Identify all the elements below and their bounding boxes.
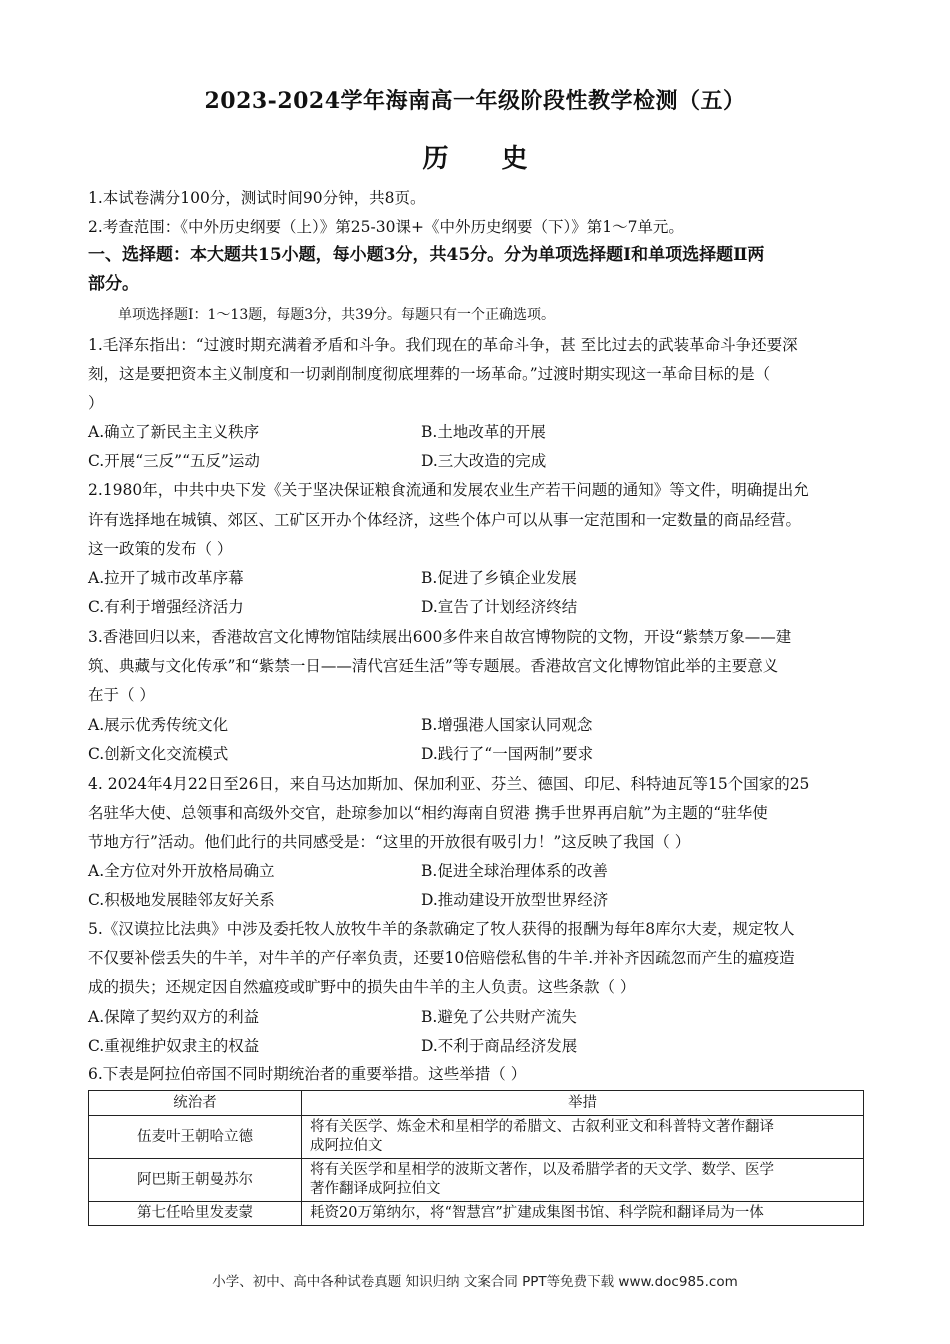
option-c: C.积极地发展睦邻友好关系	[88, 891, 275, 909]
measure-cell	[302, 1159, 864, 1202]
question-text: 4. 2024年4月22日至26日，来自马达加斯加、保加利亚、芬兰、德国、印尼、科特迪瓦等15个国家的25	[88, 775, 810, 793]
question-text: 这一政策的发布（ ）	[88, 540, 233, 558]
measure-cell	[302, 1116, 864, 1159]
option-a: A.全方位对外开放格局确立	[88, 862, 275, 880]
section-heading: 部分。	[88, 274, 139, 294]
question-text: 2.1980年，中共中央下发《关于坚决保证粮食流通和发展农业生产若干问题的通知》等文件，明确提出允	[88, 481, 809, 499]
option-c: C.开展“三反”“五反”运动	[88, 452, 260, 470]
measure-line: 耗资20万第纳尔，将“智慧宫”扩建成集图书馆、科学院和翻译局为一体	[310, 1205, 764, 1221]
table-header-cell: 统治者	[89, 1091, 302, 1116]
table-header-cell: 举措	[302, 1091, 864, 1116]
option-c: C.创新文化交流模式	[88, 745, 229, 763]
question-text: 名驻华大使、总领事和高级外交官，赴琼参加以“相约海南自贸港 携手世界再启航”为主题的“驻华使	[88, 804, 768, 822]
question-text: 在于（ ）	[88, 686, 155, 704]
note-line: 2.考查范围：《中外历史纲要（上）》第25-30课+《中外历史纲要（下）》第1～7单元。	[88, 218, 684, 236]
measure-line: 将有关医学和星相学的波斯文著作，以及希腊学者的天文学、数学、医学	[310, 1162, 774, 1178]
question-text: 6.下表是阿拉伯帝国不同时期统治者的重要举措。这些举措（ ）	[88, 1065, 527, 1083]
question-text: 筑、典藏与文化传承”和“紫禁一日——清代宫廷生活”等专题展。香港故宫文化博物馆此举的主要意义	[88, 657, 779, 675]
measure-cell	[302, 1202, 864, 1226]
question-text: 许有选择地在城镇、郊区、工矿区开办个体经济，这些个体户可以从事一定范围和一定数量的商品经营。	[88, 511, 802, 529]
question-text: 3.香港回归以来，香港故宫文化博物馆陆续展出600多件来自故宫博物院的文物，开设“紫禁万象——建	[88, 628, 792, 646]
section-instruction: 单项选择题Ⅰ：1～13题，每题3分，共39分。每题只有一个正确选项。	[118, 307, 555, 323]
table-row	[89, 1159, 864, 1202]
measure-line: 著作翻译成阿拉伯文	[310, 1181, 441, 1197]
question-text: 成的损失；还规定因自然瘟疫或旷野中的损失由牛羊的主人负责。这些条款（ ）	[88, 978, 636, 996]
note-line: 1.本试卷满分100分，测试时间90分钟，共8页。	[88, 189, 426, 207]
question-text: 节地方行”活动。他们此行的共同感受是：“这里的开放很有吸引力！”这反映了我国（ ）	[88, 833, 691, 851]
option-a: A.保障了契约双方的利益	[88, 1008, 260, 1026]
ruler-cell: 第七任哈里发麦蒙	[89, 1202, 302, 1226]
option-d: D.三大改造的完成	[421, 452, 547, 470]
page-footer: 小学、初中、高中各种试卷真题 知识归纳 文案合同 PPT等免费下载 www.doc985.com	[212, 1274, 738, 1290]
measure-line: 成阿拉伯文	[310, 1138, 383, 1154]
option-a: A.拉开了城市改革序幕	[88, 569, 244, 587]
rulers-table	[88, 1090, 864, 1226]
section-heading: 一、选择题：本大题共15小题，每小题3分，共45分。分为单项选择题Ⅰ和单项选择题Ⅱ两	[88, 245, 765, 265]
option-c: C.重视维护奴隶主的权益	[88, 1037, 260, 1055]
option-d: D.推动建设开放型世界经济	[421, 891, 609, 909]
option-a: A.确立了新民主主义秩序	[88, 423, 260, 441]
question-text: ）	[88, 394, 104, 412]
question-text: 不仅要补偿丢失的牛羊，对牛羊的产仔率负责，还要10倍赔偿私售的牛羊.并补齐因疏忽而产生的瘟疫造	[88, 949, 795, 967]
option-b: B.增强港人国家认同观念	[421, 716, 593, 734]
table-row	[89, 1116, 864, 1159]
option-b: B.土地改革的开展	[421, 423, 546, 441]
question-text: 刻，这是要把资本主义制度和一切剥削制度彻底埋葬的一场革命。”过渡时期实现这一革命目标的是（	[88, 365, 771, 383]
ruler-cell: 阿巴斯王朝曼苏尔	[89, 1159, 302, 1202]
option-c: C.有利于增强经济活力	[88, 598, 244, 616]
option-d: D.不利于商品经济发展	[421, 1037, 578, 1055]
exam-title: 2023-2024学年海南高一年级阶段性教学检测（五）	[204, 88, 746, 114]
option-d: D.践行了“一国两制”要求	[421, 745, 594, 763]
question-text: 5.《汉谟拉比法典》中涉及委托牧人放牧牛羊的条款确定了牧人获得的报酬为每年8库尔大麦，规定牧人	[88, 920, 795, 938]
measure-line: 将有关医学、炼金术和星相学的希腊文、古叙利亚文和科普特文著作翻译	[310, 1119, 774, 1135]
subject-title: 历 史	[422, 144, 550, 174]
ruler-cell: 伍麦叶王朝哈立德	[89, 1116, 302, 1159]
question-text: 1.毛泽东指出：“过渡时期充满着矛盾和斗争。我们现在的革命斗争，甚 至比过去的武装革命斗争还要深	[88, 336, 798, 354]
option-b: B.促进全球治理体系的改善	[421, 862, 608, 880]
option-b: B.促进了乡镇企业发展	[421, 569, 577, 587]
option-d: D.宣告了计划经济终结	[421, 598, 578, 616]
table-header-row	[89, 1091, 864, 1116]
option-a: A.展示优秀传统文化	[88, 716, 229, 734]
table-row	[89, 1202, 864, 1226]
option-b: B.避免了公共财产流失	[421, 1008, 577, 1026]
